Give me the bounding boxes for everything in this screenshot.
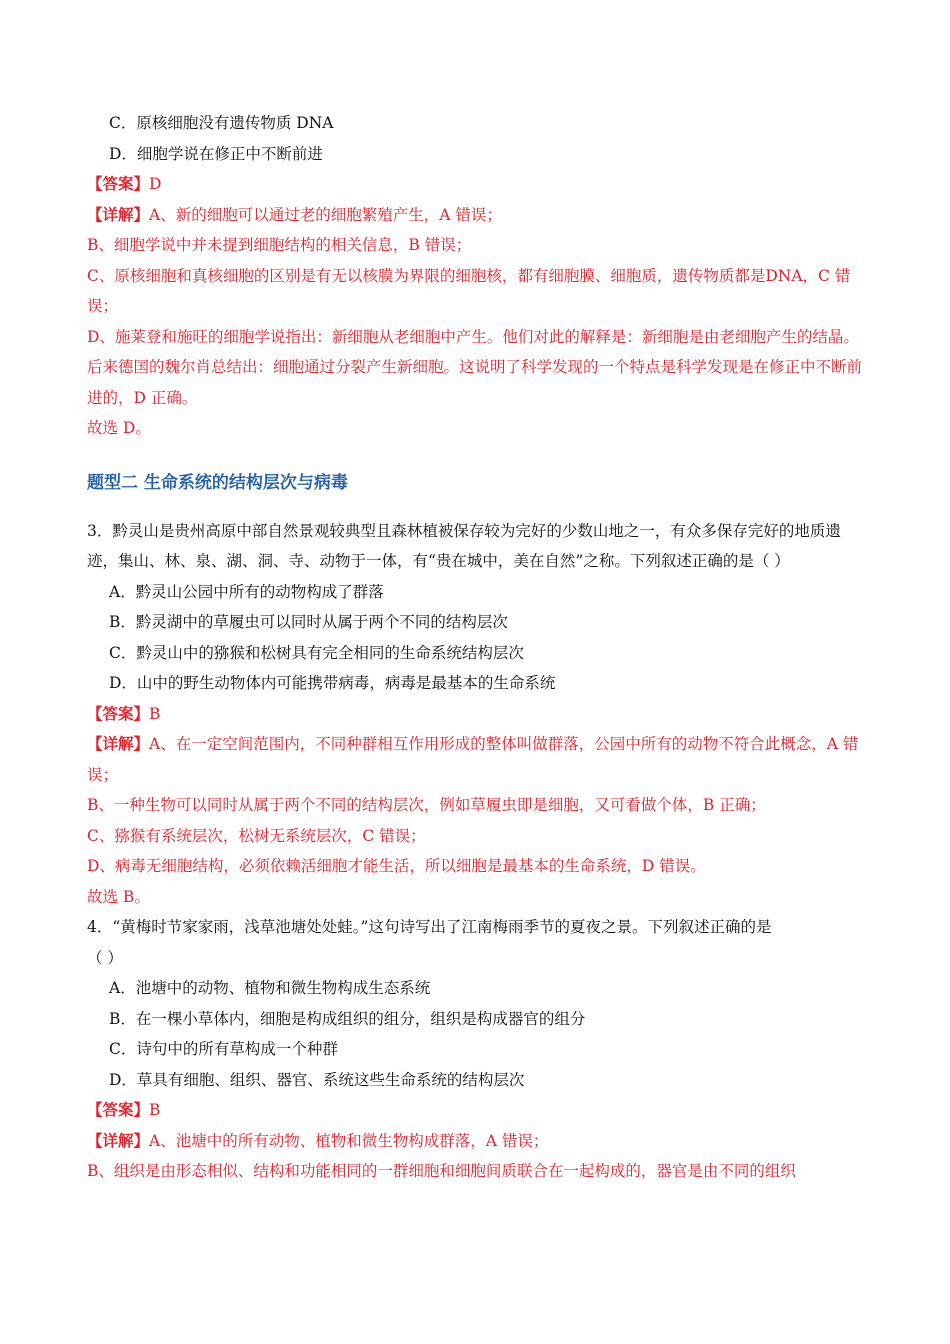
- answer-value: D: [149, 175, 162, 193]
- q3-answer: [87, 699, 862, 730]
- q3-option-d: D．山中的野生动物体内可能携带病毒，病毒是最基本的生命系统: [109, 674, 556, 692]
- q3-detail-d: D、病毒无细胞结构，必须依赖活细胞才能生活，所以细胞是最基本的生命系统，D 错误。: [87, 857, 706, 875]
- detail-tag: 【详解】: [87, 1130, 150, 1150]
- detail-text: A、在一定空间范围内，不同种群相互作用形成的整体叫做群落，公园中所有的动物不符合此概念，A 错误；: [87, 735, 859, 784]
- q3-option-c: C．黔灵山中的猕猴和松树具有完全相同的生命系统结构层次: [109, 643, 524, 662]
- q2-answer: [87, 169, 862, 200]
- q3-detail-b: B、一种生物可以同时从属于两个不同的结构层次，例如草履虫即是细胞，又可看做个体，B 正确；: [87, 796, 766, 814]
- q2-detail-b: B、细胞学说中并未提到细胞结构的相关信息，B 错误；: [87, 236, 472, 254]
- document-page: [87, 108, 862, 1187]
- section-heading: 题型二 生命系统的结构层次与病毒: [87, 472, 348, 493]
- detail-text: A、新的细胞可以通过老的细胞繁殖产生，A 错误；: [149, 205, 502, 224]
- answer-value: B: [149, 1101, 161, 1119]
- q4-option-b: B．在一棵小草体内，细胞是构成组织的组分，组织是构成器官的组分: [109, 1009, 586, 1028]
- q4-stem: 4．“黄梅时节家家雨，浅草池塘处处蛙。”这句诗写出了江南梅雨季节的夏夜之景。下列叙述正确的是: [87, 918, 772, 936]
- q2-option-d: D．细胞学说在修正中不断前进: [109, 144, 323, 163]
- q3-conclusion: 故选 B。: [87, 887, 150, 906]
- q3-option-b: B．黔灵湖中的草履虫可以同时从属于两个不同的结构层次: [109, 613, 508, 631]
- detail-tag: 【详解】: [87, 204, 150, 224]
- q3-detail-a: [87, 729, 862, 790]
- q4-option-a: A．池塘中的动物、植物和微生物构成生态系统: [109, 979, 431, 997]
- answer-tag: 【答案】: [87, 1100, 150, 1119]
- q4-detail-b: B、组织是由形态相似、结构和功能相同的一群细胞和细胞间质联合在一起构成的，器官是由不同的组织: [87, 1162, 796, 1180]
- q4-answer: [87, 1095, 862, 1126]
- answer-value: B: [149, 704, 161, 723]
- answer-tag: 【答案】: [87, 174, 150, 193]
- q3-stem: 3．黔灵山是贵州高原中部自然景观较典型且森林植被保存较为完好的少数山地之一，有众多保存完好的地质遗迹，集山、林、泉、湖、洞、寺、动物于一体，有“贵在城中，美在自然”之称。下列叙述正确的是（ ）: [87, 521, 841, 570]
- q2-detail-c: C、原核细胞和真核细胞的区别是有无以核膜为界限的细胞核，都有细胞膜、细胞质，遗传物质都是DNA，C 错误；: [87, 266, 851, 315]
- q4-option-c: C．诗句中的所有草构成一个种群: [109, 1040, 338, 1058]
- q4-option-d: D．草具有细胞、组织、器官、系统这些生命系统的结构层次: [109, 1070, 525, 1089]
- q3-option-a: A．黔灵山公园中所有的动物构成了群落: [109, 582, 384, 601]
- q2-option-c: C．原核细胞没有遗传物质 DNA: [109, 114, 334, 132]
- detail-text: A、池塘中的所有动物、植物和微生物构成群落，A 错误；: [149, 1131, 549, 1150]
- q2-conclusion: 故选 D。: [87, 419, 151, 437]
- q4-stem-blank: （ ）: [87, 948, 123, 967]
- q3-detail-c: C、猕猴有系统层次，松树无系统层次，C 错误；: [87, 826, 426, 845]
- q4-detail-a: [87, 1126, 862, 1157]
- q2-detail-d: D、施莱登和施旺的细胞学说指出：新细胞从老细胞中产生。他们对此的解释是：新细胞是由老细胞产生的结晶。后来德国的魏尔肖总结出：细胞通过分裂产生新细胞。这说明了科学发现的一个特点是科学发现是在修正中不断前进的，D 正确。: [87, 327, 863, 407]
- answer-tag: 【答案】: [87, 703, 150, 723]
- detail-tag: 【详解】: [87, 734, 150, 753]
- q2-detail-a: [87, 200, 862, 231]
